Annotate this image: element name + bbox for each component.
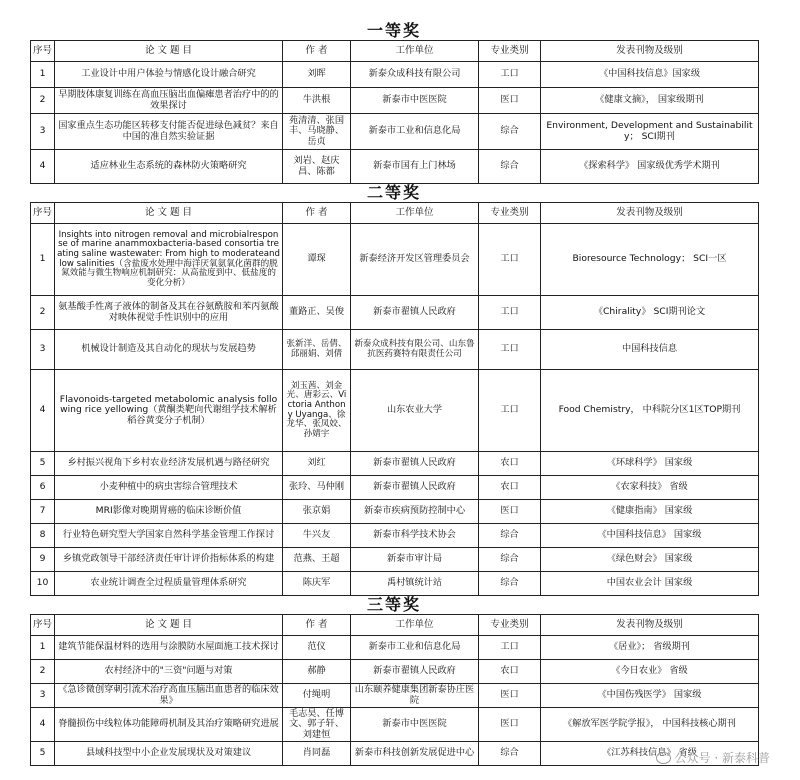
cell-org: 新泰市中医医院 bbox=[351, 88, 479, 114]
cell-title: 农村经济中的"三资"问题与对策 bbox=[55, 660, 283, 684]
cell-no: 2 bbox=[31, 88, 55, 114]
cell-publication: 《Chirality》 SCI期刊论文 bbox=[541, 296, 759, 330]
cell-author: 郝静 bbox=[283, 660, 351, 684]
cell-org: 新泰市科学技术协会 bbox=[351, 524, 479, 548]
cell-no: 5 bbox=[31, 742, 55, 766]
cell-category: 工口 bbox=[479, 330, 541, 370]
cell-category: 综合 bbox=[479, 742, 541, 766]
cell-title: 机械设计制造及其自动化的现状与发展趋势 bbox=[55, 330, 283, 370]
cell-org: 新泰市工业和信息化局 bbox=[351, 114, 479, 150]
cell-no: 6 bbox=[31, 476, 55, 500]
cell-publication: Food Chemistry， 中科院分区1区TOP期刊 bbox=[541, 370, 759, 452]
cell-org: 新泰经济开发区管理委员会 bbox=[351, 224, 479, 296]
cell-no: 4 bbox=[31, 370, 55, 452]
cell-author: 谭琛 bbox=[283, 224, 351, 296]
table-row bbox=[31, 684, 759, 708]
cell-category: 医口 bbox=[479, 88, 541, 114]
cell-no: 3 bbox=[31, 684, 55, 708]
cell-publication: 《环球科学》 国家级 bbox=[541, 452, 759, 476]
cell-publication: 《中国科技信息》国家级 bbox=[541, 62, 759, 88]
cell-author: 肖同磊 bbox=[283, 742, 351, 766]
cell-publication: 《农家科技》 省级 bbox=[541, 476, 759, 500]
cell-org: 新泰市翟镇人民政府 bbox=[351, 476, 479, 500]
cell-title: 乡村振兴视角下乡村农业经济发展机遇与路径研究 bbox=[55, 452, 283, 476]
cell-no: 1 bbox=[31, 636, 55, 660]
header-row bbox=[31, 203, 759, 224]
cell-no: 9 bbox=[31, 548, 55, 572]
cell-category: 综合 bbox=[479, 150, 541, 184]
cell-org: 新泰市翟镇人民政府 bbox=[351, 660, 479, 684]
cell-org: 山东颐养健康集团新泰协庄医院 bbox=[351, 684, 479, 708]
section-title-first: 一等奖 bbox=[366, 21, 421, 40]
header-title: 论 文 题 目 bbox=[55, 615, 283, 636]
cell-category: 工口 bbox=[479, 296, 541, 330]
cell-title: 乡镇党政领导干部经济责任审计评价指标体系的构建 bbox=[55, 548, 283, 572]
watermark-text: 公众号 · 新泰科普 bbox=[674, 751, 770, 765]
header-org: 工作单位 bbox=[351, 615, 479, 636]
header-author: 作 者 bbox=[283, 203, 351, 224]
table-row bbox=[31, 224, 759, 296]
header-publication: 发表刊物及级别 bbox=[541, 615, 759, 636]
cell-publication: 中国农业会计 国家级 bbox=[541, 572, 759, 596]
award-list bbox=[30, 22, 758, 766]
cell-title: 工业设计中用户体验与情感化设计融合研究 bbox=[55, 62, 283, 88]
cell-no: 2 bbox=[31, 296, 55, 330]
table-row bbox=[31, 476, 759, 500]
cell-author: 范燕、王超 bbox=[283, 548, 351, 572]
cell-title: Flavonoids-targeted metabolomic analysis following rice yellowing（黄酮类靶向代谢组学技术解析稻谷黄变分子机制） bbox=[55, 370, 283, 452]
wechat-icon bbox=[656, 752, 671, 764]
header-no: 序号 bbox=[31, 615, 55, 636]
cell-publication: 《绿色财会》 国家级 bbox=[541, 548, 759, 572]
header-category: 专业类别 bbox=[479, 41, 541, 62]
cell-no: 2 bbox=[31, 660, 55, 684]
table-row bbox=[31, 150, 759, 184]
cell-title: 氨基酸手性离子液体的制备及其在谷氨酰胺和苯丙氨酸对映体视觉手性识别中的应用 bbox=[55, 296, 283, 330]
table-row bbox=[31, 500, 759, 524]
cell-org: 新泰市工业和信息化局 bbox=[351, 636, 479, 660]
cell-org: 新泰市国有上门林场 bbox=[351, 150, 479, 184]
cell-title: 县域科技型中小企业发展现状及对策建议 bbox=[55, 742, 283, 766]
cell-no: 1 bbox=[31, 224, 55, 296]
cell-category: 综合 bbox=[479, 524, 541, 548]
table-row bbox=[31, 572, 759, 596]
table-row bbox=[31, 708, 759, 742]
table-row bbox=[31, 636, 759, 660]
cell-author: 刘岩、赵庆昌、陈都 bbox=[283, 150, 351, 184]
header-org: 工作单位 bbox=[351, 203, 479, 224]
cell-publication: 《今日农业》 省级 bbox=[541, 660, 759, 684]
section-title-second: 二等奖 bbox=[366, 183, 421, 202]
cell-publication: 《江苏科技信息》 省级 bbox=[541, 742, 759, 766]
cell-author: 陈庆军 bbox=[283, 572, 351, 596]
third-prize-table bbox=[30, 614, 759, 766]
cell-org: 新泰市翟镇人民政府 bbox=[351, 452, 479, 476]
cell-org: 新泰众成科技有限公司、山东鲁抗医药赛特有限责任公司 bbox=[351, 330, 479, 370]
cell-publication: 《解放军医学院学报》， 中国科技核心期刊 bbox=[541, 708, 759, 742]
cell-no: 10 bbox=[31, 572, 55, 596]
cell-publication: 中国科技信息 bbox=[541, 330, 759, 370]
cell-no: 5 bbox=[31, 452, 55, 476]
cell-title: 建筑节能保温材料的选用与涂膜防水屋面施工技术探讨 bbox=[55, 636, 283, 660]
cell-author: 刘玉茜、刘金光、唐彩云、Victoria Anthony Uyanga、徐龙华、张凤姣、孙婧宇 bbox=[283, 370, 351, 452]
cell-category: 综合 bbox=[479, 572, 541, 596]
cell-org: 新泰市科技创新发展促进中心 bbox=[351, 742, 479, 766]
cell-category: 医口 bbox=[479, 708, 541, 742]
cell-org: 新泰众成科技有限公司 bbox=[351, 62, 479, 88]
cell-category: 工口 bbox=[479, 370, 541, 452]
cell-author: 张京娟 bbox=[283, 500, 351, 524]
cell-title: 适应林业生态系统的森林防火策略研究 bbox=[55, 150, 283, 184]
cell-title: 行业特色研究型大学国家自然科学基金管理工作探讨 bbox=[55, 524, 283, 548]
cell-author: 牛洪根 bbox=[283, 88, 351, 114]
cell-category: 医口 bbox=[479, 684, 541, 708]
table-row bbox=[31, 660, 759, 684]
cell-publication: 《探索科学》 国家级优秀学术期刊 bbox=[541, 150, 759, 184]
cell-no: 3 bbox=[31, 330, 55, 370]
header-row bbox=[31, 615, 759, 636]
cell-no: 8 bbox=[31, 524, 55, 548]
cell-org: 禹村镇统计站 bbox=[351, 572, 479, 596]
header-category: 专业类别 bbox=[479, 615, 541, 636]
cell-no: 7 bbox=[31, 500, 55, 524]
table-row bbox=[31, 296, 759, 330]
cell-category: 综合 bbox=[479, 548, 541, 572]
cell-category: 医口 bbox=[479, 500, 541, 524]
cell-author: 付绳明 bbox=[283, 684, 351, 708]
cell-category: 综合 bbox=[479, 114, 541, 150]
cell-org: 新泰市中医医院 bbox=[351, 708, 479, 742]
cell-publication: 《中国科技信息》 国家级 bbox=[541, 524, 759, 548]
cell-title: 国家重点生态功能区转移支付能否促进绿色减贫？来自中国的准自然实验证据 bbox=[55, 114, 283, 150]
header-no: 序号 bbox=[31, 203, 55, 224]
cell-title: 脊髓损伤中线粒体功能障碍机制及其治疗策略研究进展 bbox=[55, 708, 283, 742]
watermark bbox=[656, 749, 770, 766]
cell-publication: 《居业》； 省级期刊 bbox=[541, 636, 759, 660]
cell-publication: 《中国伤残医学》 国家级 bbox=[541, 684, 759, 708]
header-category: 专业类别 bbox=[479, 203, 541, 224]
cell-title: Insights into nitrogen removal and microbialresponse of marine anammoxbacteria-based consortia treating saline wastewater: From high to moderateand low salinities（含盐废水处理中海洋厌氧氨氧化菌群的脱氮效能与微生物响应机制研究：从高盐度到中、低盐度的变化分析） bbox=[55, 224, 283, 296]
cell-author: 苑清清、张国丰、马晓静、岳贞 bbox=[283, 114, 351, 150]
header-author: 作 者 bbox=[283, 41, 351, 62]
cell-org: 新泰市疾病预防控制中心 bbox=[351, 500, 479, 524]
cell-publication: 《健康指南》 国家级 bbox=[541, 500, 759, 524]
cell-title: 早期肢体康复训练在高血压脑出血偏瘫患者治疗中的的效果探讨 bbox=[55, 88, 283, 114]
cell-no: 4 bbox=[31, 708, 55, 742]
cell-org: 新泰市审计局 bbox=[351, 548, 479, 572]
cell-category: 工口 bbox=[479, 224, 541, 296]
cell-author: 范仪 bbox=[283, 636, 351, 660]
table-row bbox=[31, 114, 759, 150]
cell-publication: Environment, Development and Sustainability； SCI期刊 bbox=[541, 114, 759, 150]
table-row bbox=[31, 742, 759, 766]
cell-author: 张玲、马仲刚 bbox=[283, 476, 351, 500]
first-prize-table bbox=[30, 40, 759, 184]
cell-author: 刘晖 bbox=[283, 62, 351, 88]
header-publication: 发表刊物及级别 bbox=[541, 203, 759, 224]
header-row bbox=[31, 41, 759, 62]
cell-title: MRI影像对晚期胃癌的临床诊断价值 bbox=[55, 500, 283, 524]
cell-author: 毛志昊、任博文、郭子轩、刘建恒 bbox=[283, 708, 351, 742]
cell-author: 董路正、吴俊 bbox=[283, 296, 351, 330]
cell-org: 山东农业大学 bbox=[351, 370, 479, 452]
header-publication: 发表刊物及级别 bbox=[541, 41, 759, 62]
cell-category: 农口 bbox=[479, 452, 541, 476]
header-title: 论 文 题 目 bbox=[55, 203, 283, 224]
cell-title: 小麦种植中的病虫害综合管理技术 bbox=[55, 476, 283, 500]
table-row bbox=[31, 62, 759, 88]
table-row bbox=[31, 524, 759, 548]
header-org: 工作单位 bbox=[351, 41, 479, 62]
cell-no: 4 bbox=[31, 150, 55, 184]
header-author: 作 者 bbox=[283, 615, 351, 636]
cell-category: 农口 bbox=[479, 476, 541, 500]
cell-publication: Bioresource Technology； SCI一区 bbox=[541, 224, 759, 296]
header-no: 序号 bbox=[31, 41, 55, 62]
table-row bbox=[31, 330, 759, 370]
cell-no: 3 bbox=[31, 114, 55, 150]
table-row bbox=[31, 548, 759, 572]
header-title: 论 文 题 目 bbox=[55, 41, 283, 62]
table-row bbox=[31, 370, 759, 452]
cell-category: 工口 bbox=[479, 636, 541, 660]
cell-title: 农业统计调查全过程质量管理体系研究 bbox=[55, 572, 283, 596]
cell-title: 《急诊微创穿刺引流术治疗高血压脑出血患者的临床效果》 bbox=[55, 684, 283, 708]
cell-publication: 《健康文摘》， 国家级期刊 bbox=[541, 88, 759, 114]
cell-category: 农口 bbox=[479, 660, 541, 684]
section-title-third: 三等奖 bbox=[366, 595, 421, 614]
table-row bbox=[31, 452, 759, 476]
cell-category: 工口 bbox=[479, 62, 541, 88]
cell-author: 张新洋、岳倩、邱丽娟、刘倩 bbox=[283, 330, 351, 370]
table-row bbox=[31, 88, 759, 114]
cell-org: 新泰市翟镇人民政府 bbox=[351, 296, 479, 330]
second-prize-table bbox=[30, 202, 759, 596]
cell-no: 1 bbox=[31, 62, 55, 88]
cell-author: 牛兴友 bbox=[283, 524, 351, 548]
cell-author: 刘红 bbox=[283, 452, 351, 476]
